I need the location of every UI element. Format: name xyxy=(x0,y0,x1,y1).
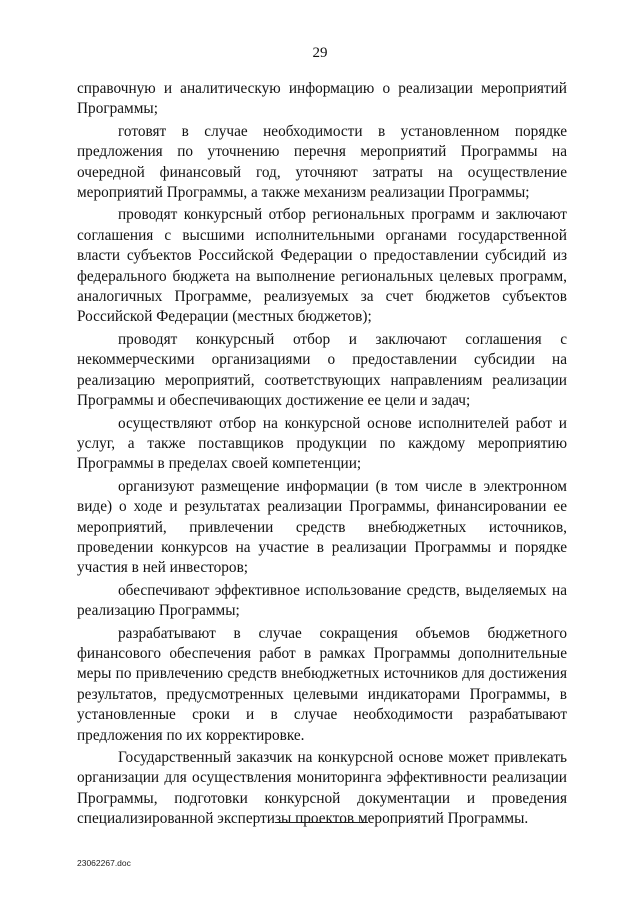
paragraph-contractor-selection: осуществляют отбор на конкурсной основе исполнителей работ и услуг, а также поставщиков продукции по каждому мероприятию Программы в пределах своей компетенции; xyxy=(77,414,567,473)
paragraph-efficient-use: обеспечивают эффективное использование средств, выделяемых на реализацию Программы; xyxy=(77,581,567,620)
paragraph-prepare-proposals: готовят в случае необходимости в установленном порядке предложения по уточнению перечня мероприятий Программы на очередной финансовый год, уточняют затраты на осуществление мероприятий Программы, а также механизм реализации Программы; xyxy=(77,122,567,202)
paragraph-continuation: справочную и аналитическую информацию о реализации мероприятий Программы; xyxy=(77,80,567,118)
page-number: 29 xyxy=(312,45,328,61)
paragraph-state-customer: Государственный заказчик на конкурсной основе может привлекать организации для осуществления мониторинга эффективности реализации Программы, подготовки конкурсной документации и проведения специализированной экспертизы проектов мероприятий Программы. xyxy=(77,749,567,828)
document-code: 23062267.doc xyxy=(77,858,131,868)
document-body xyxy=(77,79,567,830)
paragraph-nonprofit-subsidies: проводят конкурсный отбор и заключают соглашения с некоммерческими организациями о предоставлении субсидии на реализацию мероприятий, соответствующих направлениям реализации Программы и обеспечивающих достижение ее цели и задач; xyxy=(77,330,567,410)
end-divider xyxy=(275,822,368,823)
paragraph-information-publication: организуют размещение информации (в том числе в электронном виде) о ходе и результатах реализации Программы, финансировании ее мероприятий, привлечении средств внебюджетных источников, проведении конкурсов на участие в реализации Программы и порядке участия в ней инвесторов; xyxy=(77,477,567,577)
paragraph-regional-programs: проводят конкурсный отбор региональных программ и заключают соглашения с высшими исполнительными органами государственной власти субъектов Российской Федерации о предоставлении субсидий из федерального бюджета на выполнение региональных целевых программ, аналогичных Программе, реализуемых за счет бюджетов субъектов Российской Федерации (местных бюджетов); xyxy=(77,206,567,326)
paragraph-additional-measures: разрабатывают в случае сокращения объемов бюджетного финансового обеспечения работ в рамках Программы дополнительные меры по привлечению средств внебюджетных источников для достижения результатов, предусмотренных целевыми индикаторами Программы, в установленные сроки и в случае необходимости разрабатывают предложения по их корректировке. xyxy=(77,624,567,744)
